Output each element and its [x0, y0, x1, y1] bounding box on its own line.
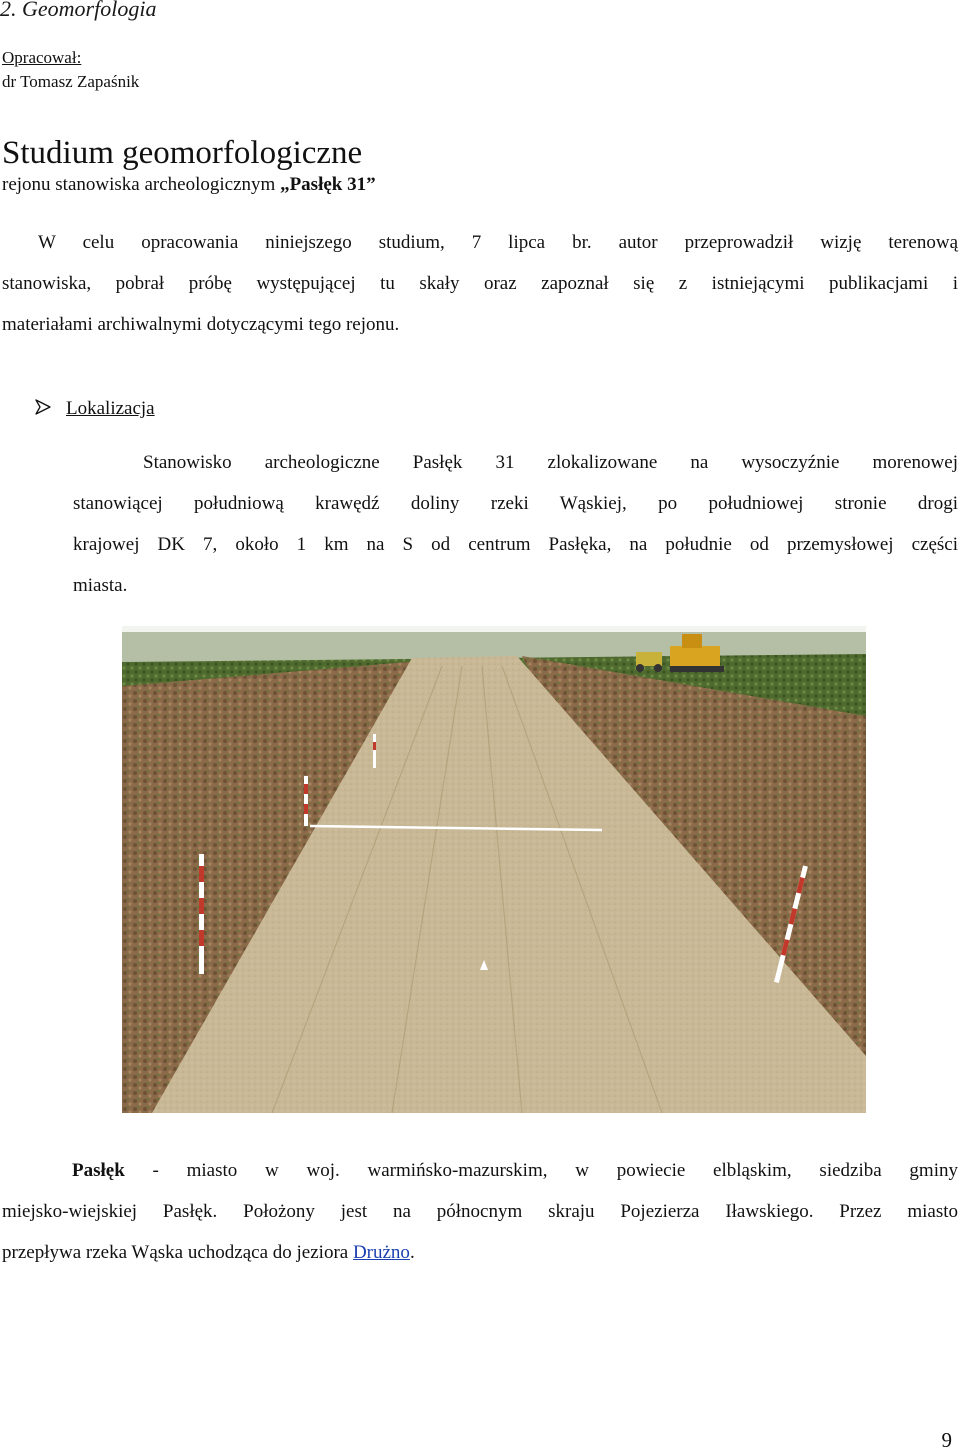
- location-paragraph: [73, 442, 958, 606]
- survey-pole-mid: [304, 776, 308, 826]
- location-line-4: miasta.: [73, 575, 128, 596]
- town-line-3-end: .: [409, 1242, 415, 1263]
- site-name: „Pasłęk 31”: [280, 174, 376, 195]
- town-paragraph: [2, 1150, 958, 1273]
- town-line-2: miejsko-wiejskiej Pasłęk. Położony jest na północnym skraju Pojezierza Iławskiego. Przez miasto: [2, 1201, 958, 1222]
- document-subtitle: [2, 174, 376, 196]
- author-label: Opracował:: [2, 48, 82, 67]
- survey-pole-far: [373, 734, 376, 768]
- location-line-2: stanowiącej południową krawędź doliny rzeki Wąskiej, po południowej stronie drogi: [73, 493, 958, 514]
- location-heading: Lokalizacja: [66, 398, 155, 419]
- arrowhead-bullet-icon: [34, 399, 52, 415]
- excavation-site-photo: [122, 626, 866, 1113]
- location-line-1: Stanowisko archeologiczne Pasłęk 31 zlokalizowane na wysoczyźnie morenowej: [143, 452, 958, 473]
- town-name: Pasłęk: [72, 1160, 125, 1181]
- section-heading: 2. Geomorfologia: [0, 0, 157, 21]
- location-bullet: [34, 388, 155, 429]
- survey-pole-left: [199, 854, 204, 974]
- location-line-3: krajowej DK 7, około 1 km na S od centrum Pasłęka, na południe od przemysłowej części: [73, 534, 958, 555]
- document-title: Studium geomorfologiczne: [2, 135, 363, 171]
- intro-line-3: materiałami archiwalnymi dotyczącymi tego rejonu.: [2, 314, 400, 335]
- intro-line-1: W celu opracowania niniejszego studium, 7 lipca br. autor przeprowadził wizję terenową: [38, 232, 958, 253]
- author-name: dr Tomasz Zapaśnik: [2, 72, 140, 91]
- town-line-3: [2, 1232, 958, 1273]
- intro-line-2: stanowiska, pobrał próbę występującej tu skały oraz zapoznał się z istniejącymi publikacjami i: [2, 273, 958, 294]
- town-description: - miasto w woj. warmińsko-mazurskim, w powiecie elbląskim, siedziba gminy: [124, 1160, 958, 1181]
- page-number: 9: [941, 1428, 952, 1452]
- town-line-1: [2, 1150, 958, 1191]
- intro-paragraph: [2, 222, 958, 345]
- subtitle-text: rejonu stanowiska archeologicznym: [2, 174, 281, 195]
- druzno-link[interactable]: Drużno: [352, 1242, 410, 1263]
- town-line-3-text: przepływa rzeka Wąska uchodząca do jeziora: [2, 1242, 353, 1263]
